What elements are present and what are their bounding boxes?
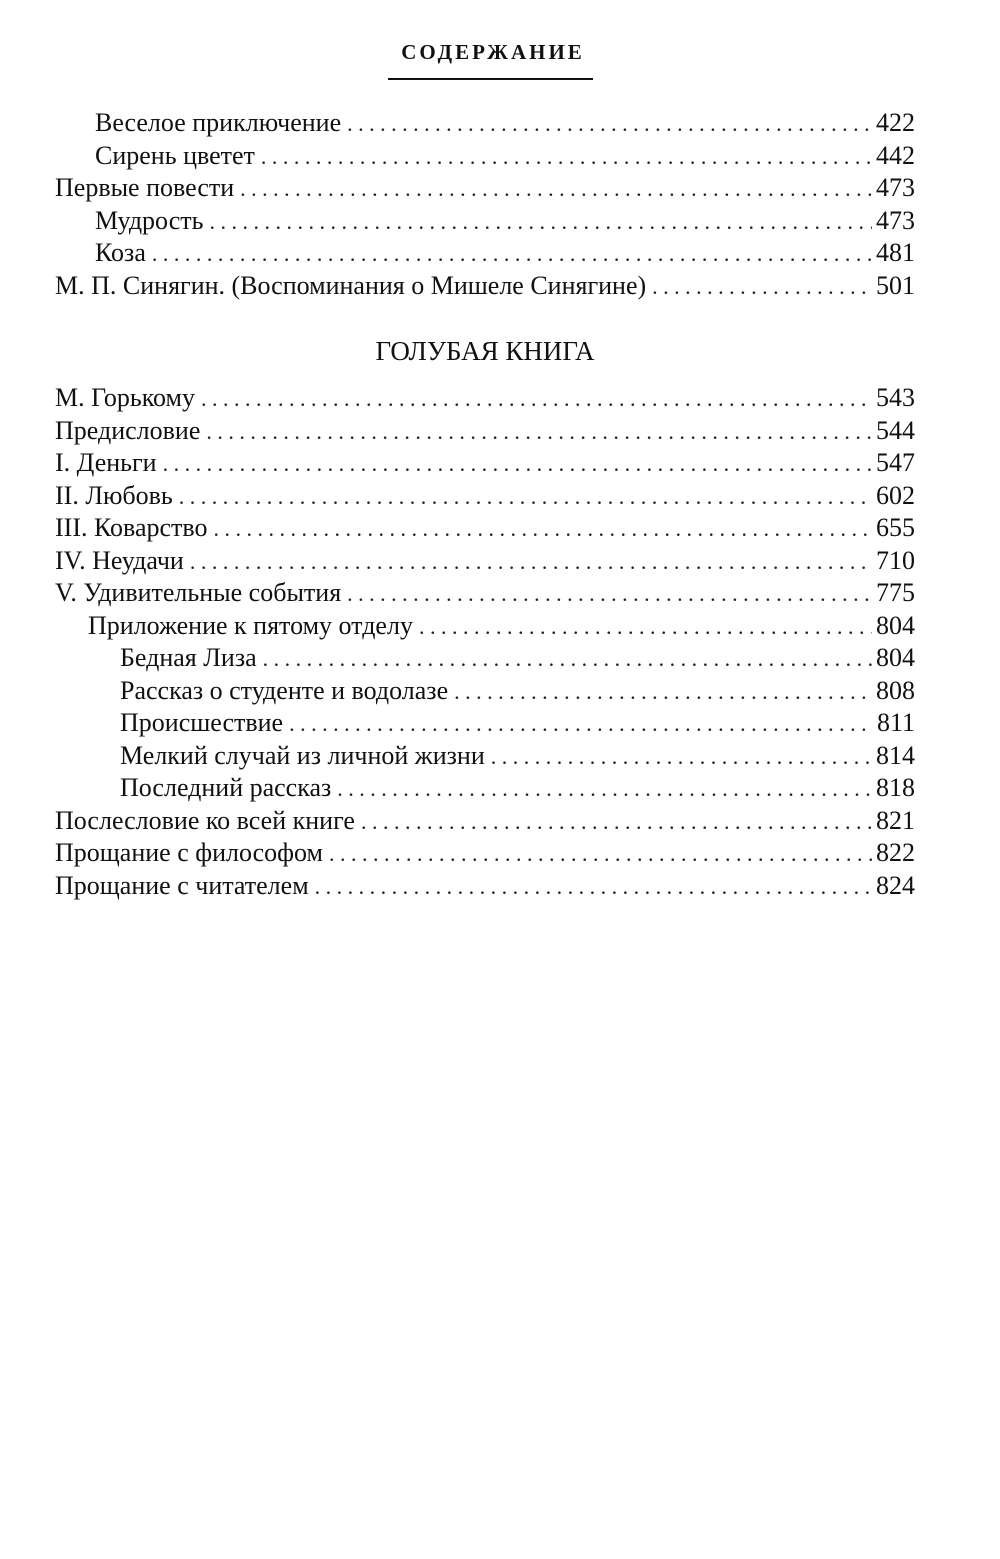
section-title: ГОЛУБАЯ КНИГА <box>375 336 595 366</box>
toc-entry-title: Коза <box>95 238 146 267</box>
toc-entry-title: Происшествие <box>120 708 284 737</box>
toc-entry-page-number: 821 <box>876 805 915 835</box>
toc-entry-title: Послесловие ко всей книге <box>55 805 355 835</box>
toc-entry-title: Последний рассказ <box>120 773 332 802</box>
dot-leader <box>209 206 872 239</box>
running-head: СОДЕРЖАНИЕ <box>401 40 585 64</box>
toc-entry[interactable] <box>55 237 915 270</box>
toc-entry-page-number: 814 <box>876 740 915 770</box>
toc-entry-page-number: 481 <box>876 238 915 267</box>
toc-entry-title: Сирень цветет <box>95 140 255 170</box>
toc-entry[interactable] <box>55 447 915 480</box>
toc-entry[interactable] <box>55 805 915 838</box>
toc-entry-page-number: 602 <box>876 480 915 510</box>
dot-leader <box>214 513 873 546</box>
toc-entry-title: Первые повести <box>55 173 235 202</box>
toc-entry[interactable] <box>55 205 915 238</box>
toc-entry-page-number: 547 <box>876 448 915 477</box>
toc-entry[interactable] <box>55 675 915 708</box>
toc-entry-page-number: 822 <box>876 838 915 867</box>
toc-entry-title: III. Коварство <box>55 513 208 542</box>
toc-entry-title: Прощание с читателем <box>55 870 309 900</box>
toc-entry[interactable] <box>55 545 915 578</box>
toc-entry-title: Приложение к пятому отделу <box>88 610 413 640</box>
toc-entry[interactable] <box>55 140 915 173</box>
toc-entry[interactable] <box>55 480 915 513</box>
toc-entry-page-number: 804 <box>876 643 915 672</box>
dot-leader <box>652 271 872 304</box>
toc-entry-page-number: 442 <box>876 140 915 170</box>
dot-leader <box>329 838 872 871</box>
dot-leader <box>201 383 872 416</box>
toc-entry[interactable] <box>55 270 915 303</box>
dot-leader <box>190 546 872 579</box>
toc-section-1 <box>55 107 915 302</box>
dot-leader <box>347 108 872 141</box>
toc-entry-title: Предисловие <box>55 415 201 445</box>
dot-leader <box>361 806 872 839</box>
toc-entry[interactable] <box>55 577 915 610</box>
toc-entry-title: М. П. Синягин. (Воспоминания о Мишеле Синягине) <box>55 270 647 300</box>
toc-section-2 <box>55 382 915 902</box>
toc-entry-title: V. Удивительные события <box>55 578 342 607</box>
toc-entry-page-number: 804 <box>876 610 915 640</box>
toc-entry-page-number: 473 <box>876 173 915 202</box>
toc-entry-title: Мелкий случай из личной жизни <box>120 740 485 770</box>
dot-leader <box>347 578 872 611</box>
toc-entry-title: II. Любовь <box>55 480 173 510</box>
toc-entry[interactable] <box>55 512 915 545</box>
toc-entry[interactable] <box>55 107 915 140</box>
toc-entry-page-number: 824 <box>876 870 915 900</box>
toc-entry[interactable] <box>55 382 915 415</box>
toc-entry-title: М. Горькому <box>55 383 195 412</box>
toc-entry-page-number: 808 <box>876 675 915 705</box>
toc-entry[interactable] <box>55 642 915 675</box>
toc-entry-page-number: 818 <box>876 773 915 802</box>
dot-leader <box>261 141 872 174</box>
toc-entry[interactable] <box>55 837 915 870</box>
dot-leader <box>163 448 872 481</box>
toc-entry-title: I. Деньги <box>55 448 157 477</box>
toc-entry-page-number: 811 <box>876 708 915 737</box>
dot-leader <box>491 741 872 774</box>
toc-entry-title: Веселое приключение <box>95 108 342 137</box>
toc-entry[interactable] <box>55 707 915 740</box>
dot-leader <box>206 416 872 449</box>
toc-entry-page-number: 473 <box>876 205 915 235</box>
toc-entry-page-number: 544 <box>876 415 915 445</box>
toc-entry[interactable] <box>55 610 915 643</box>
toc-entry[interactable] <box>55 415 915 448</box>
toc-entry-title: Бедная Лиза <box>120 643 257 672</box>
toc-entry-page-number: 775 <box>876 578 915 607</box>
toc-entry[interactable] <box>55 172 915 205</box>
dot-leader <box>419 611 872 644</box>
toc-entry-title: Прощание с философом <box>55 838 323 867</box>
toc-entry-title: IV. Неудачи <box>55 545 184 575</box>
dot-leader <box>263 643 872 676</box>
toc-entry-page-number: 710 <box>876 545 915 575</box>
running-head-rule <box>388 78 593 80</box>
dot-leader <box>337 773 872 806</box>
toc-entry-page-number: 422 <box>876 108 915 137</box>
toc-entry[interactable] <box>55 772 915 805</box>
dot-leader <box>315 871 872 904</box>
dot-leader <box>240 173 872 206</box>
toc-entry-page-number: 655 <box>876 513 915 542</box>
toc-entry[interactable] <box>55 740 915 773</box>
dot-leader <box>289 708 873 741</box>
toc-entry[interactable] <box>55 870 915 903</box>
dot-leader <box>454 676 872 709</box>
toc-entry-page-number: 543 <box>876 383 915 412</box>
dot-leader <box>152 238 872 271</box>
dot-leader <box>179 481 872 514</box>
toc-entry-title: Рассказ о студенте и водолазе <box>120 675 449 705</box>
toc-entry-title: Мудрость <box>95 205 204 235</box>
toc-entry-page-number: 501 <box>876 270 915 300</box>
